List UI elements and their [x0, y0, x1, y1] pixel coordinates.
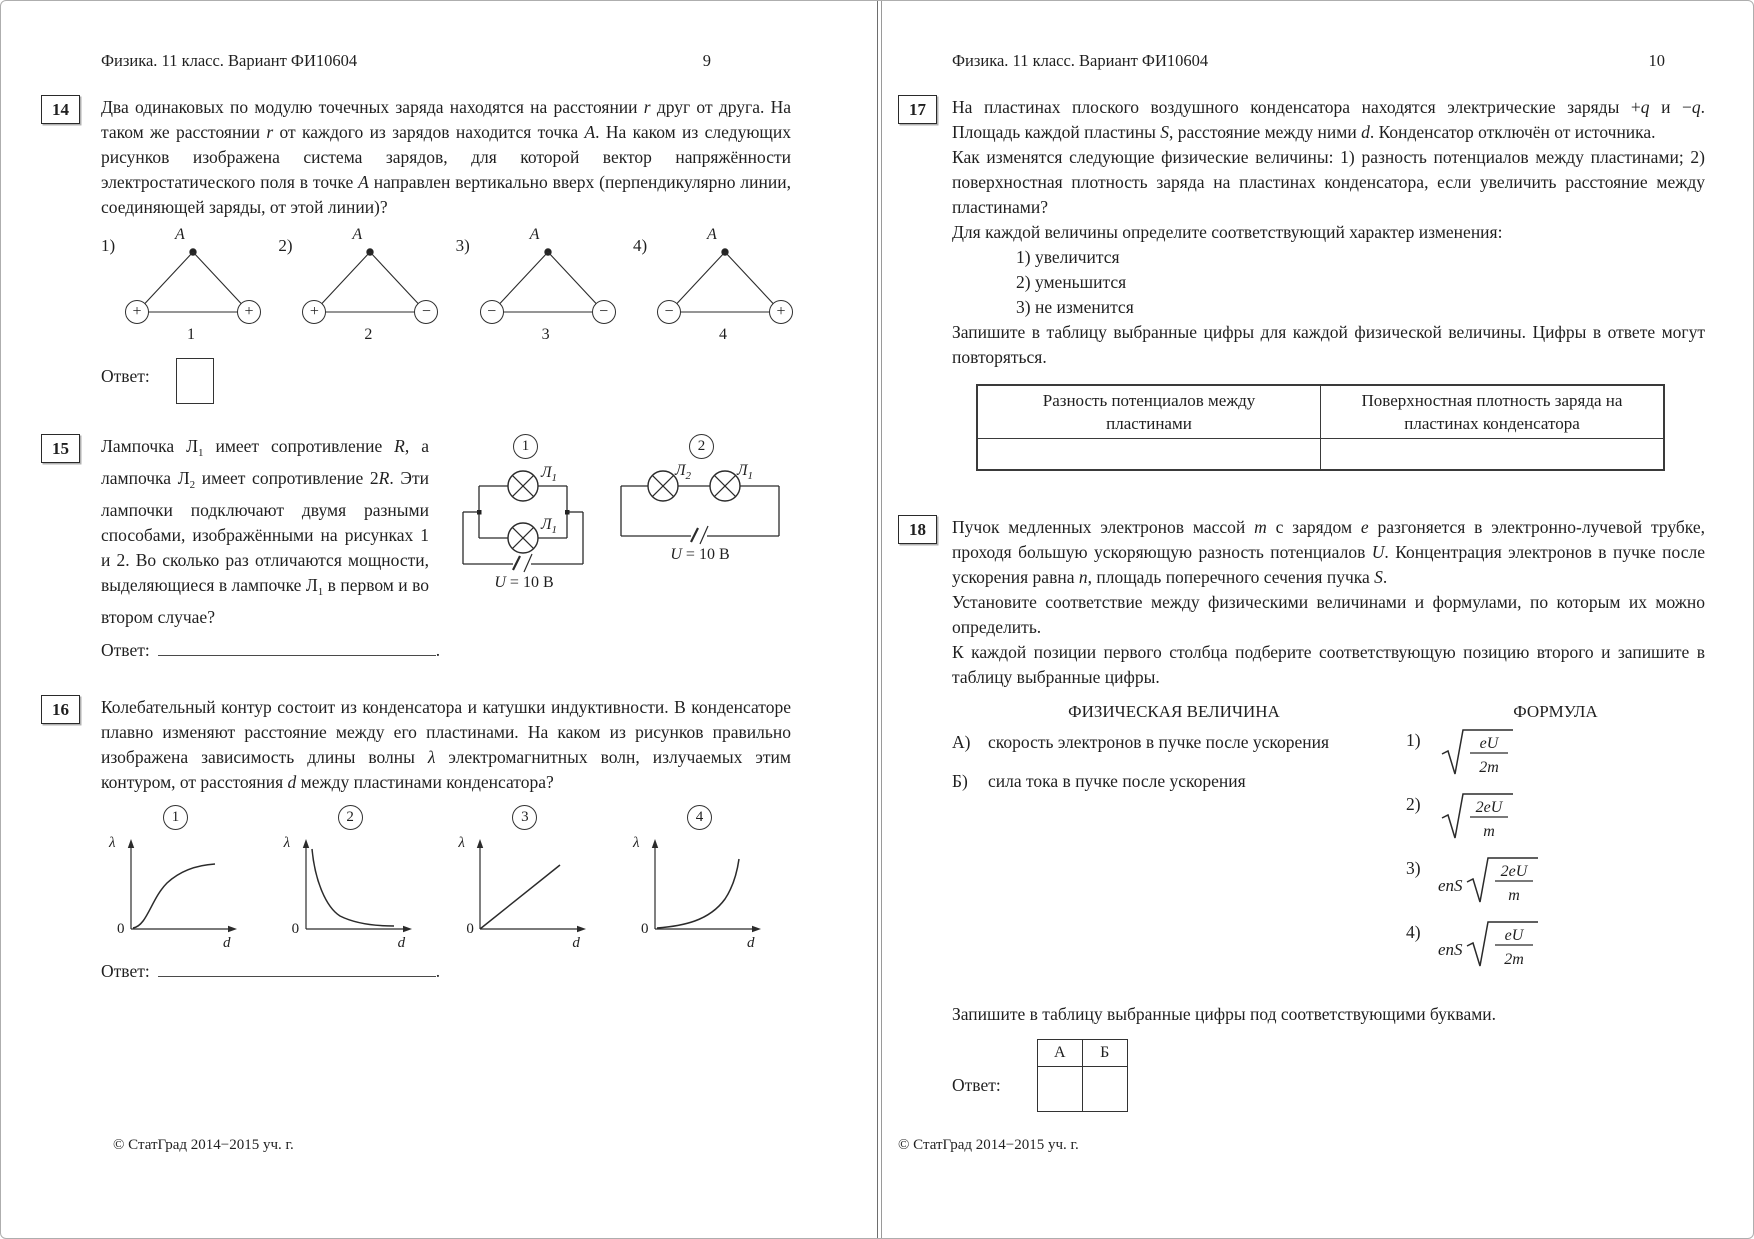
- charge-icon: −: [414, 300, 438, 324]
- sqrt-numerator: 2eU: [1500, 863, 1527, 880]
- x-axis-label: d: [746, 935, 755, 951]
- problem-text: Установите соответствие между физическими величинами и формулами, по которым их можно определить.: [952, 592, 1705, 637]
- table-empty-cell: [1321, 439, 1665, 471]
- choice-list: [1016, 245, 1705, 320]
- circuit-figures: [429, 434, 791, 630]
- item-text: сила тока в пучке после ускорения: [988, 771, 1246, 791]
- sqrt-fraction: [1464, 914, 1542, 972]
- charge-icon: +: [125, 300, 149, 324]
- formula-expression: [1438, 786, 1517, 844]
- formula-label: 3): [1406, 858, 1421, 878]
- series-circuit-diagram: [611, 466, 789, 550]
- table-header-cell: Б: [1082, 1040, 1127, 1067]
- column-header: ФОРМУЛА: [1513, 702, 1598, 721]
- charge-icon: +: [237, 300, 261, 324]
- charge-diagram-options: [101, 226, 791, 348]
- option-label: 4): [632, 236, 648, 255]
- lambda-axis-label: λ: [283, 835, 291, 851]
- graph-option-1: [105, 805, 255, 951]
- formula-label: 1): [1406, 730, 1421, 750]
- formula-expression: [1438, 914, 1542, 972]
- lamp-label: $Л_1$: [541, 516, 557, 536]
- figure-number-badge: 2: [689, 434, 714, 459]
- origin-label: 0: [466, 921, 474, 937]
- footer-copyright: © СтатГрад 2014−2015 уч. г.: [113, 1137, 294, 1153]
- problem-number-badge: 17: [898, 95, 937, 124]
- figure-number-badge: 1: [513, 434, 538, 459]
- lamp-label: $Л_2$: [675, 462, 691, 482]
- lamp-label: $Л_1$: [541, 464, 557, 484]
- problem-text: Пучок медленных электронов массой m с зарядом e разгоняется в электронно-лучевой трубке, проходя большую ускоряющую разность потенциалов U. Концентрация электронов в пучке после ускорения равна n, площадь поперечного сечения пучка S.: [952, 517, 1705, 587]
- figure-number-badge: 4: [687, 805, 712, 830]
- problem-18: [909, 515, 1705, 1112]
- sqrt-numerator: eU: [1504, 927, 1523, 944]
- option-caption: 1: [187, 326, 195, 343]
- column-header: ФИЗИЧЕСКАЯ ВЕЛИЧИНА: [1068, 702, 1280, 721]
- answer-label: Ответ:: [101, 961, 150, 981]
- graph-axes: [629, 833, 769, 939]
- formula-row-2: [1406, 786, 1705, 844]
- option-label: 2): [278, 236, 293, 255]
- sqrt-fraction: [1439, 786, 1517, 844]
- problem-text: Колебательный контур состоит из конденсатора и катушки индуктивности. В конденсаторе плавно изменяют расстояние между его пластинами. На каком из рисунков правильно изображена зависимость длины волны λ электромагнитных волн, излучаемых этим контуром, от расстояния d между пластинами конденсатора?: [101, 697, 791, 792]
- origin-label: 0: [117, 921, 125, 937]
- problem-number-badge: 14: [41, 95, 80, 124]
- sqrt-fraction: [1464, 850, 1542, 908]
- answer-blank-line: [158, 962, 436, 977]
- graph-axes: [454, 833, 594, 939]
- answer-table-17: [976, 384, 1665, 471]
- item-label: А): [952, 732, 971, 752]
- answer-blank-line: [158, 641, 436, 656]
- page-number: 10: [1648, 51, 1665, 70]
- voltage-label: U = 10 В: [670, 546, 730, 563]
- formula-row-1: [1406, 722, 1705, 780]
- graph-axes: [105, 833, 245, 939]
- circuit-figure-2: [611, 434, 791, 609]
- sqrt-fraction: [1439, 722, 1517, 780]
- formula-label: 2): [1406, 794, 1421, 814]
- match-item-a: [952, 730, 1396, 755]
- problem-text: Лампочка $Л_1$ имеет сопротивление R, а лампочка $Л_2$ имеет сопротивление 2R. Эти лампочки подключают двумя разными способами, изображёнными на рисунках 1 и 2. Во сколько раз отличаются мощности, выделяющиеся в лампочке $Л_1$ в первом и во втором случае?: [101, 436, 429, 627]
- problem-text: На пластинах плоского воздушного конденсатора находятся электрические заряды +q и −q. Площадь каждой пластины S, расстояние между ними d. Конденсатор отключён от источника.: [952, 97, 1705, 142]
- page-header: [952, 51, 1705, 71]
- sqrt-denominator: 2m: [1479, 759, 1499, 776]
- page-header: [101, 51, 791, 71]
- sqrt-denominator: m: [1507, 887, 1520, 904]
- charge-icon: −: [480, 300, 504, 324]
- origin-label: 0: [291, 921, 300, 937]
- point-a-label: A: [529, 226, 540, 243]
- page-10: [880, 1, 1754, 1238]
- formula-row-4: [1406, 914, 1705, 972]
- page-9: [1, 1, 877, 1238]
- battery-icon: [700, 526, 708, 544]
- formula-prefix: enS: [1438, 940, 1463, 959]
- charge-diagram-option-4: [632, 226, 791, 348]
- curve-decreasing: [312, 849, 394, 926]
- lambda-axis-label: λ: [458, 835, 465, 851]
- problem-text: К каждой позиции первого столбца подберите соответствующую позицию второго и запишите в таблицу выбранные цифры.: [952, 642, 1705, 687]
- matching-block: [952, 702, 1705, 978]
- problem-text: Как изменятся следующие физические величины: 1) разность потенциалов между пластинами; 2) поверхностная плотность заряда на пластинах конденсатора, если увеличить расстояние между пластинами?: [952, 147, 1705, 217]
- match-column-formulas: [1396, 702, 1705, 978]
- curve-linear: [480, 865, 560, 929]
- point-a-label: A: [706, 226, 717, 243]
- table-header-cell: Поверхностная плотность заряда на пластинах конденсатора: [1321, 385, 1665, 439]
- graph-axes: [280, 833, 420, 939]
- formula-prefix: enS: [1438, 876, 1463, 895]
- battery-icon: [691, 528, 698, 542]
- footer-copyright: © СтатГрад 2014−2015 уч. г.: [898, 1137, 1079, 1153]
- table-header-cell: Разность потенциалов между пластинами: [977, 385, 1321, 439]
- item-text: скорость электронов в пучке после ускорения: [988, 732, 1330, 752]
- graph-option-3: [454, 805, 604, 951]
- table-empty-cell: [977, 439, 1321, 471]
- problem-number-badge: 15: [41, 434, 80, 463]
- item-label: Б): [952, 771, 968, 791]
- problem-15: [52, 434, 791, 630]
- charge-diagram-option-3: [455, 226, 614, 348]
- graph-options: [101, 805, 791, 951]
- parallel-circuit-diagram: [443, 466, 609, 576]
- x-axis-label: d: [397, 935, 406, 951]
- sqrt-denominator: m: [1483, 823, 1495, 840]
- option-caption: 3: [541, 326, 550, 343]
- problem-text: Для каждой величины определите соответствующий характер изменения:: [952, 222, 1503, 242]
- figure-number-badge: 2: [338, 805, 363, 830]
- problem-number-badge: 18: [898, 515, 937, 544]
- formula-expression: [1438, 850, 1542, 908]
- circuit-figure-1: [443, 434, 611, 609]
- charge-diagram-option-1: [101, 226, 259, 348]
- answer-area-14: [101, 366, 791, 404]
- figure-number-badge: 3: [512, 805, 537, 830]
- answer-table-18: [1037, 1039, 1128, 1112]
- point-a-label: A: [175, 226, 185, 243]
- curve-saturating: [133, 864, 215, 928]
- sqrt-numerator: 2eU: [1475, 799, 1503, 816]
- answer-area-15: Ответ: .: [101, 640, 441, 660]
- answer-area-16: Ответ: .: [101, 961, 441, 981]
- formula-expression: [1438, 722, 1517, 780]
- graph-option-4: [629, 805, 779, 951]
- table-header-cell: А: [1037, 1040, 1082, 1067]
- charge-icon: −: [657, 300, 681, 324]
- page-title: Физика. 11 класс. Вариант ФИ10604: [952, 51, 1209, 70]
- problem-number-badge: 16: [41, 695, 80, 724]
- sqrt-denominator: 2m: [1503, 951, 1524, 968]
- answer-label: Ответ:: [101, 640, 150, 660]
- option-label: 1): [101, 236, 116, 255]
- problem-17: [909, 95, 1705, 471]
- lambda-axis-label: λ: [109, 835, 116, 851]
- answer-label: Ответ:: [101, 366, 150, 386]
- answer-label: Ответ:: [952, 1075, 1001, 1095]
- problem-14: [52, 95, 791, 404]
- formula-row-3: [1406, 850, 1705, 908]
- figure-number-badge: 1: [163, 805, 188, 830]
- lamp-label: $Л_1$: [737, 462, 753, 482]
- x-axis-label: d: [572, 935, 580, 951]
- charge-icon: +: [769, 300, 793, 324]
- page-title: Физика. 11 класс. Вариант ФИ10604: [101, 51, 358, 70]
- sqrt-numerator: eU: [1479, 735, 1499, 752]
- option-caption: 4: [718, 326, 727, 343]
- curve-accelerating: [657, 859, 739, 928]
- graph-option-2: [280, 805, 430, 951]
- battery-icon: [513, 556, 520, 570]
- answer-area-18: [952, 1039, 1705, 1112]
- lambda-axis-label: λ: [632, 835, 640, 851]
- formula-label: 4): [1406, 922, 1421, 942]
- match-column-quantities: [952, 702, 1396, 978]
- problem-text: Два одинаковых по модулю точечных заряда находятся на расстоянии r друг от друга. На таком же расстоянии r от каждого из зарядов находится точка A. На каком из следующих рисунков изображена система зарядов, для которой вектор напряжённости электростатического поля в точке A направлен вертикально вверх (перпендикулярно линии, соединяющей заряды, от этой линии)?: [101, 97, 791, 217]
- option-caption: 2: [364, 326, 373, 343]
- point-a-label: A: [352, 226, 363, 243]
- problem-text: Запишите в таблицу выбранные цифры под соответствующими буквами.: [952, 1004, 1497, 1024]
- problem-16: [52, 695, 791, 982]
- table-empty-cell: [1037, 1067, 1082, 1112]
- choice-item: 3) не изменится: [1016, 297, 1134, 317]
- choice-item: 2) уменьшится: [1016, 272, 1127, 292]
- page-number: 9: [702, 51, 711, 70]
- option-label: 3): [455, 236, 470, 255]
- voltage-label: U = 10 В: [494, 574, 554, 591]
- x-axis-label: d: [223, 935, 231, 951]
- battery-icon: [524, 554, 532, 572]
- table-empty-cell: [1082, 1067, 1127, 1112]
- choice-item: 1) увеличится: [1016, 247, 1120, 267]
- charge-icon: −: [592, 300, 616, 324]
- charge-icon: +: [302, 300, 326, 324]
- origin-label: 0: [640, 921, 649, 937]
- match-item-b: [952, 769, 1396, 794]
- answer-box: [176, 358, 214, 404]
- charge-diagram-option-2: [278, 226, 436, 348]
- problem-text: Запишите в таблицу выбранные цифры для каждой физической величины. Цифры в ответе могут повторяться.: [952, 322, 1705, 367]
